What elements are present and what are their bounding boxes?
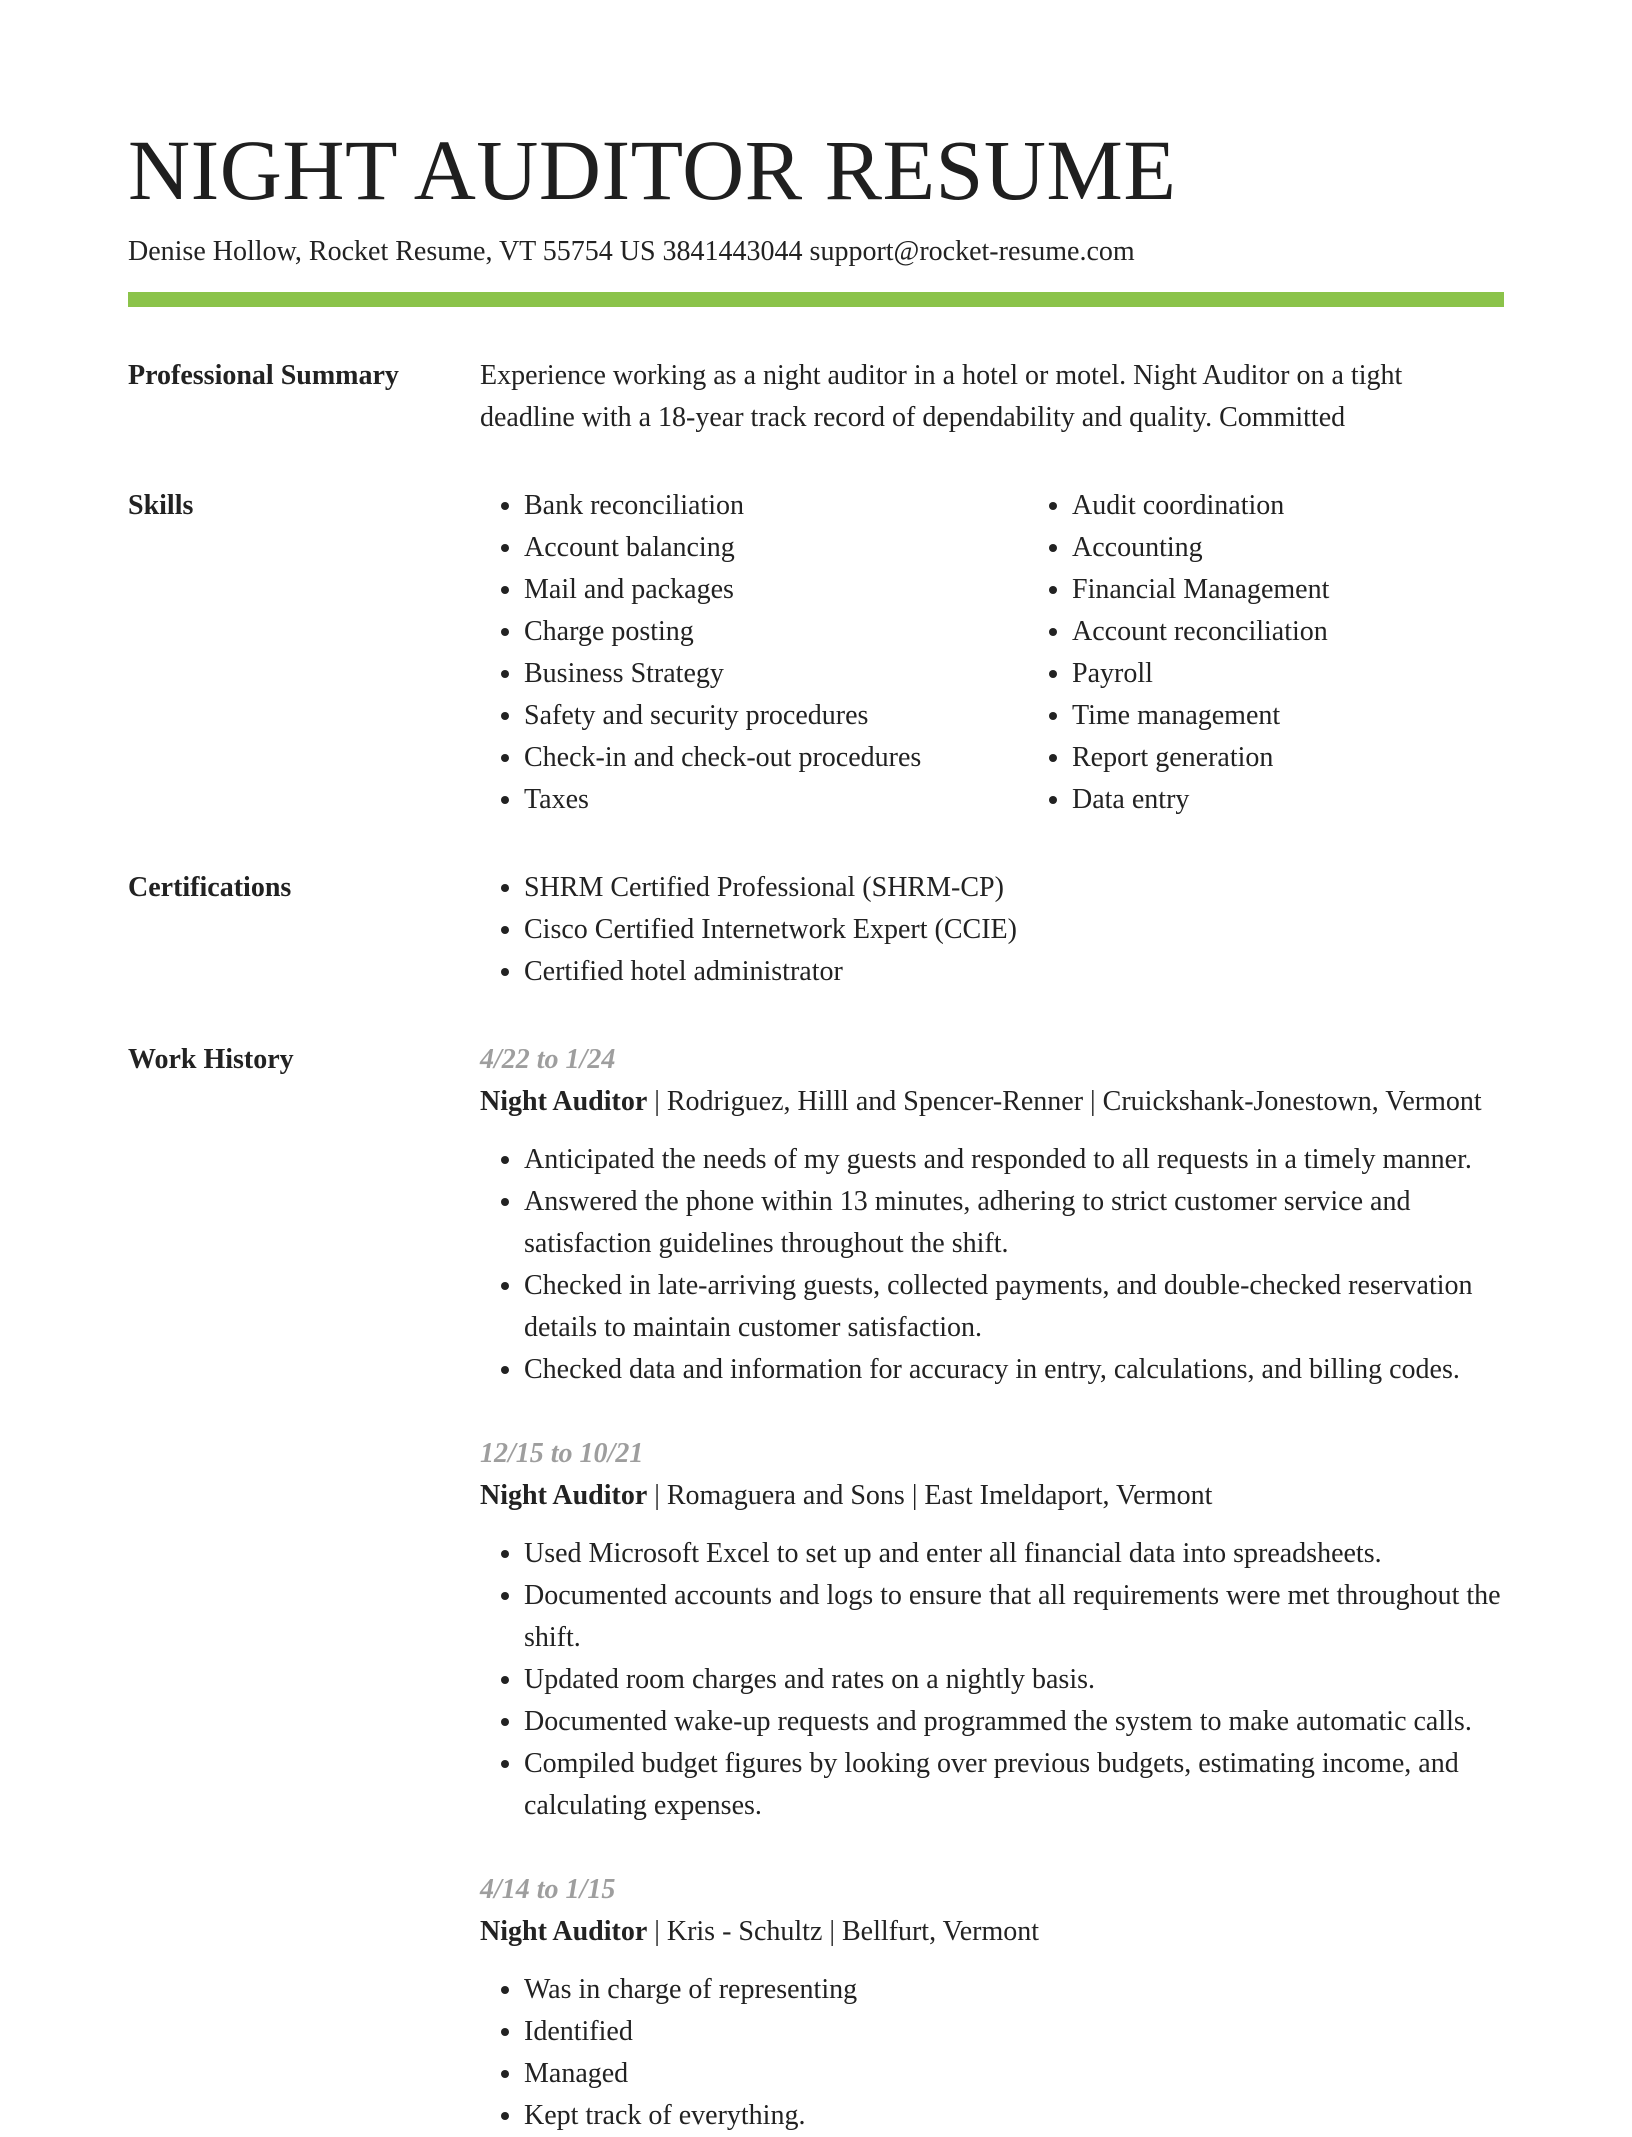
section-label-certifications: Certifications bbox=[128, 872, 292, 903]
job-bullet: • Used Microsoft Excel to set up and enter all financial data into spreadsheets. bbox=[524, 1533, 1504, 1575]
summary-text: Experience working as a night auditor in a hotel or motel. Night Auditor on a tight deadline with a 18-year track record of dependability and quality. Committed bbox=[480, 360, 1403, 433]
job-bullet: • Updated room charges and rates on a nightly basis. bbox=[524, 1659, 1504, 1701]
job-heading bbox=[480, 1081, 1504, 1123]
job-bullets bbox=[480, 1139, 1504, 1391]
contact-line: Denise Hollow, Rocket Resume, VT 55754 US 3841443044 support@rocket-resume.com bbox=[128, 236, 1135, 267]
job-employer-location: | Rodriguez, Hilll and Spencer-Renner | Cruickshank-Jonestown, Vermont bbox=[647, 1086, 1482, 1117]
certification-item: • Certified hotel administrator bbox=[524, 951, 1504, 993]
resume-page bbox=[128, 118, 1504, 2137]
skill-item: • Financial Management bbox=[1072, 569, 1329, 611]
job-entry bbox=[480, 1039, 1504, 1391]
accent-divider bbox=[128, 292, 1504, 307]
job-bullet: • Managed bbox=[524, 2053, 1504, 2095]
skill-item: • Business Strategy bbox=[524, 653, 1028, 695]
job-bullet: • Kept track of everything. bbox=[524, 2095, 1504, 2137]
skill-item: • Charge posting bbox=[524, 611, 1028, 653]
section-label-work-history: Work History bbox=[128, 1044, 294, 1075]
section-label-skills: Skills bbox=[128, 490, 194, 521]
job-title: Night Auditor bbox=[480, 1916, 648, 1947]
skill-item: • Time management bbox=[1072, 695, 1329, 737]
job-bullets bbox=[480, 1533, 1504, 1827]
job-bullet: • Identified bbox=[524, 2011, 1504, 2053]
work-history-section bbox=[128, 1039, 1504, 2137]
job-entry bbox=[480, 1433, 1504, 1827]
certifications-section bbox=[128, 867, 1504, 993]
job-bullet: • Checked in late-arriving guests, collected payments, and double-checked reservation details to maintain customer satisfaction. bbox=[524, 1265, 1504, 1349]
skills-list-right bbox=[1028, 485, 1329, 821]
section-label-summary: Professional Summary bbox=[128, 360, 399, 391]
skill-item: • Account balancing bbox=[524, 527, 1028, 569]
job-employer-location: | Romaguera and Sons | East Imeldaport, Vermont bbox=[647, 1480, 1213, 1511]
skill-item: • Report generation bbox=[1072, 737, 1329, 779]
skill-item: • Account reconciliation bbox=[1072, 611, 1329, 653]
job-dates: 12/15 to 10/21 bbox=[480, 1438, 644, 1469]
skill-item: • Data entry bbox=[1072, 779, 1329, 821]
summary-section bbox=[128, 355, 1504, 439]
resume-title: NIGHT AUDITOR RESUME bbox=[128, 122, 1177, 218]
job-dates: 4/22 to 1/24 bbox=[480, 1044, 616, 1075]
certification-item: • Cisco Certified Internetwork Expert (CCIE) bbox=[524, 909, 1504, 951]
skill-item: • Taxes bbox=[524, 779, 1028, 821]
job-bullet: • Documented wake-up requests and programmed the system to make automatic calls. bbox=[524, 1701, 1504, 1743]
job-bullet: • Anticipated the needs of my guests and responded to all requests in a timely manner. bbox=[524, 1139, 1504, 1181]
skill-item: • Audit coordination bbox=[1072, 485, 1329, 527]
skills-list-left bbox=[480, 485, 1028, 821]
skill-item: • Accounting bbox=[1072, 527, 1329, 569]
job-entry bbox=[480, 1869, 1504, 2137]
skill-item: • Check-in and check-out procedures bbox=[524, 737, 1028, 779]
job-dates: 4/14 to 1/15 bbox=[480, 1874, 616, 1905]
skill-item: • Mail and packages bbox=[524, 569, 1028, 611]
skill-item: • Safety and security procedures bbox=[524, 695, 1028, 737]
job-bullet: • Compiled budget figures by looking over previous budgets, estimating income, and calculating expenses. bbox=[524, 1743, 1504, 1827]
job-title: Night Auditor bbox=[480, 1480, 648, 1511]
skill-item: • Payroll bbox=[1072, 653, 1329, 695]
job-bullet: • Answered the phone within 13 minutes, adhering to strict customer service and satisfaction guidelines throughout the shift. bbox=[524, 1181, 1504, 1265]
certification-item: • SHRM Certified Professional (SHRM-CP) bbox=[524, 867, 1504, 909]
skills-section bbox=[128, 485, 1504, 821]
job-bullet: • Checked data and information for accuracy in entry, calculations, and billing codes. bbox=[524, 1349, 1504, 1391]
job-title: Night Auditor bbox=[480, 1086, 648, 1117]
job-heading bbox=[480, 1911, 1504, 1953]
job-employer-location: | Kris - Schultz | Bellfurt, Vermont bbox=[647, 1916, 1040, 1947]
job-bullet: • Was in charge of representing bbox=[524, 1969, 1504, 2011]
skill-item: • Bank reconciliation bbox=[524, 485, 1028, 527]
job-heading bbox=[480, 1475, 1504, 1517]
certifications-list bbox=[480, 867, 1504, 993]
job-bullet: • Documented accounts and logs to ensure that all requirements were met throughout the shift. bbox=[524, 1575, 1504, 1659]
